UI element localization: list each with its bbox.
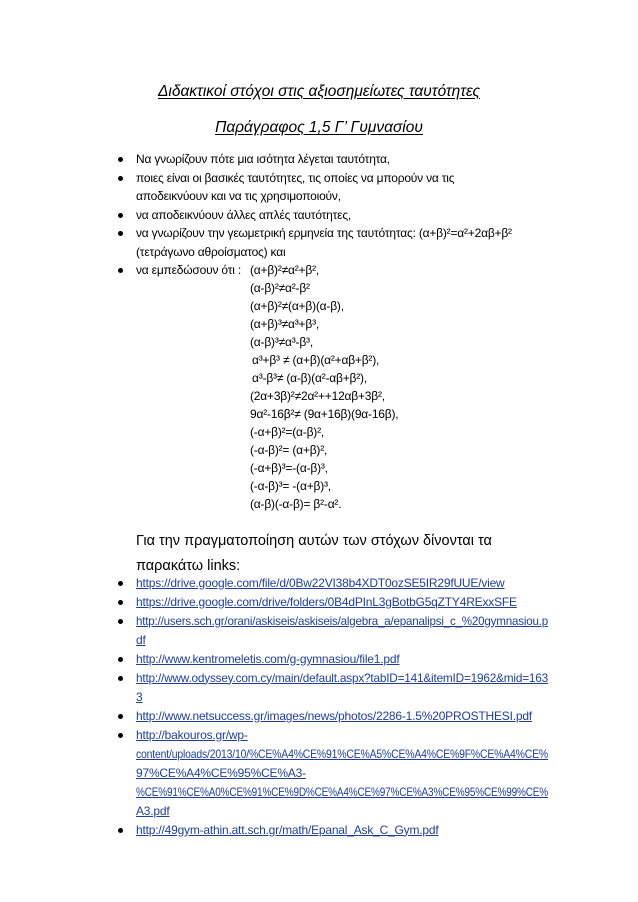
bullet-icon — [118, 231, 123, 236]
bullet-icon — [118, 828, 123, 833]
formula: α³+β³ ≠ (α+β)(α²+αβ+β²), — [252, 353, 380, 367]
link-text[interactable]: 3 — [136, 689, 143, 704]
goal-text: να αποδεικνύουν άλλες απλές ταυτότητες, — [136, 207, 352, 222]
bullet-icon — [118, 600, 123, 605]
formula: (α-β)³≠α³-β³, — [250, 335, 313, 349]
link-list-item — [118, 574, 548, 593]
goal-item-non-identities — [118, 261, 548, 513]
formula-list — [250, 261, 548, 513]
resource-link[interactable] — [136, 726, 548, 821]
goal-text: να γνωρίζουν την γεωμετρική ερμηνεία της ταυτότητας: (α+β)²=α²+2αβ+β² — [136, 226, 512, 240]
bullet-icon — [118, 581, 123, 586]
goal-item — [118, 169, 548, 206]
link-list-item — [118, 612, 548, 650]
link-list-item — [118, 669, 548, 707]
formula: (-α+β)³=-(α-β)³, — [250, 461, 328, 475]
goal-item — [118, 224, 548, 261]
goal-text: να εμπεδώσουν ότι : — [136, 263, 241, 277]
formula: (α-β)(-α-β)= β²-α². — [250, 497, 342, 511]
intro-text: παρακάτω links: — [136, 557, 241, 574]
goal-text: (τετράγωνο αθροίσματος) και — [136, 244, 286, 259]
bullet-icon — [118, 676, 123, 681]
link-list-item — [118, 726, 548, 821]
link-list-item — [118, 593, 548, 612]
goal-item — [118, 206, 548, 225]
link-text[interactable]: http://users.sch.gr/orani/askiseis/askiseis/algebra_a/epanalipsi_c_%20gymnasiou.p — [136, 613, 548, 628]
bullet-icon — [118, 733, 123, 738]
link-text[interactable]: %CE%91%CE%A0%CE%91%CE%9D%CE%A4%CE%97%CE%A3%CE%95%CE%99%CE% — [136, 784, 549, 799]
formula: (-α+β)²=(α-β)², — [250, 425, 324, 439]
formula: (α+β)³≠α³+β³, — [250, 317, 319, 331]
formula: (-α-β)²= (α+β)², — [250, 443, 328, 457]
formula: (α+β)²≠α²+β², — [250, 263, 319, 277]
link-text[interactable]: http://49gym-athin.att.sch.gr/math/Epanal_Ask_C_Gym.pdf — [136, 822, 439, 837]
link-text[interactable]: A3.pdf — [136, 803, 170, 818]
link-text[interactable]: http://bakouros.gr/wp- — [136, 727, 248, 742]
resource-link[interactable] — [136, 574, 548, 593]
link-text[interactable]: content/uploads/2013/10/%CE%A4%CE%91%CE%A5%CE%A4%CE%9F%CE%A4%CE% — [136, 746, 549, 761]
resource-link[interactable] — [136, 593, 548, 612]
bullet-icon — [118, 657, 123, 662]
links-intro-paragraph — [136, 529, 548, 579]
bullet-icon — [118, 714, 123, 719]
bullet-icon — [118, 619, 123, 624]
goal-text: αποδεικνύουν και να τις χρησιμοποιούν, — [136, 189, 341, 203]
document-subtitle: Παράγραφος 1,5 Γ’ Γυμνασίου — [215, 119, 423, 136]
goal-text: Να γνωρίζουν πότε μια ισότητα λέγεται ταυτότητα, — [136, 152, 390, 166]
resource-links-list — [118, 574, 548, 840]
goal-item — [118, 150, 548, 169]
link-list-item — [118, 707, 548, 726]
formula: (α+β)²≠(α+β)(α-β), — [250, 299, 344, 313]
formula: (α-β)²≠α²-β² — [250, 281, 310, 295]
link-text[interactable]: http://www.odyssey.com.cy/main/default.aspx?tabID=141&itemID=1962&mid=163 — [136, 670, 548, 685]
resource-link[interactable] — [136, 669, 548, 707]
formula: α³-β³≠ (α-β)(α²-αβ+β²), — [252, 371, 367, 385]
bullet-icon — [118, 176, 123, 181]
intro-text: Για την πραγματοποίηση αυτών των στόχων δίνονται τα — [136, 532, 492, 549]
link-text[interactable]: http://www.kentromeletis.com/g-gymnasiou/file1.pdf — [136, 651, 400, 666]
document-title: Διδακτικοί στόχοι στις αξιοσημείωτες ταυτότητες — [158, 83, 480, 100]
formula: (-α-β)³= -(α+β)³, — [250, 479, 331, 493]
link-text[interactable]: https://drive.google.com/drive/folders/0B4dPInL3gBotbG5qZTY4RExxSFE — [136, 594, 517, 609]
formula: (2α+3β)²≠2α²++12αβ+3β², — [250, 389, 385, 403]
formula: 9α²-16β²≠ (9α+16β)(9α-16β), — [250, 407, 399, 421]
bullet-icon — [118, 268, 123, 273]
goal-text: ποιες είναι οι βασικές ταυτότητες, τις οποίες να μπορούν να τις — [136, 170, 455, 185]
bullet-icon — [118, 213, 123, 218]
link-text[interactable]: https://drive.google.com/file/d/0Bw22VI38b4XDT0ozSE5IR29fUUE/view — [136, 575, 505, 590]
link-text[interactable]: df — [136, 632, 146, 647]
resource-link[interactable] — [136, 612, 548, 650]
resource-link[interactable] — [136, 821, 548, 840]
resource-link[interactable] — [136, 650, 548, 669]
link-list-item — [118, 821, 548, 840]
learning-goals-list — [118, 150, 548, 513]
resource-link[interactable] — [136, 707, 548, 726]
link-list-item — [118, 650, 548, 669]
link-text[interactable]: 97%CE%A4%CE%95%CE%A3- — [136, 765, 306, 780]
link-text[interactable]: http://www.netsuccess.gr/images/news/photos/2286-1.5%20PROSTHESI.pdf — [136, 708, 532, 723]
bullet-icon — [118, 157, 123, 162]
